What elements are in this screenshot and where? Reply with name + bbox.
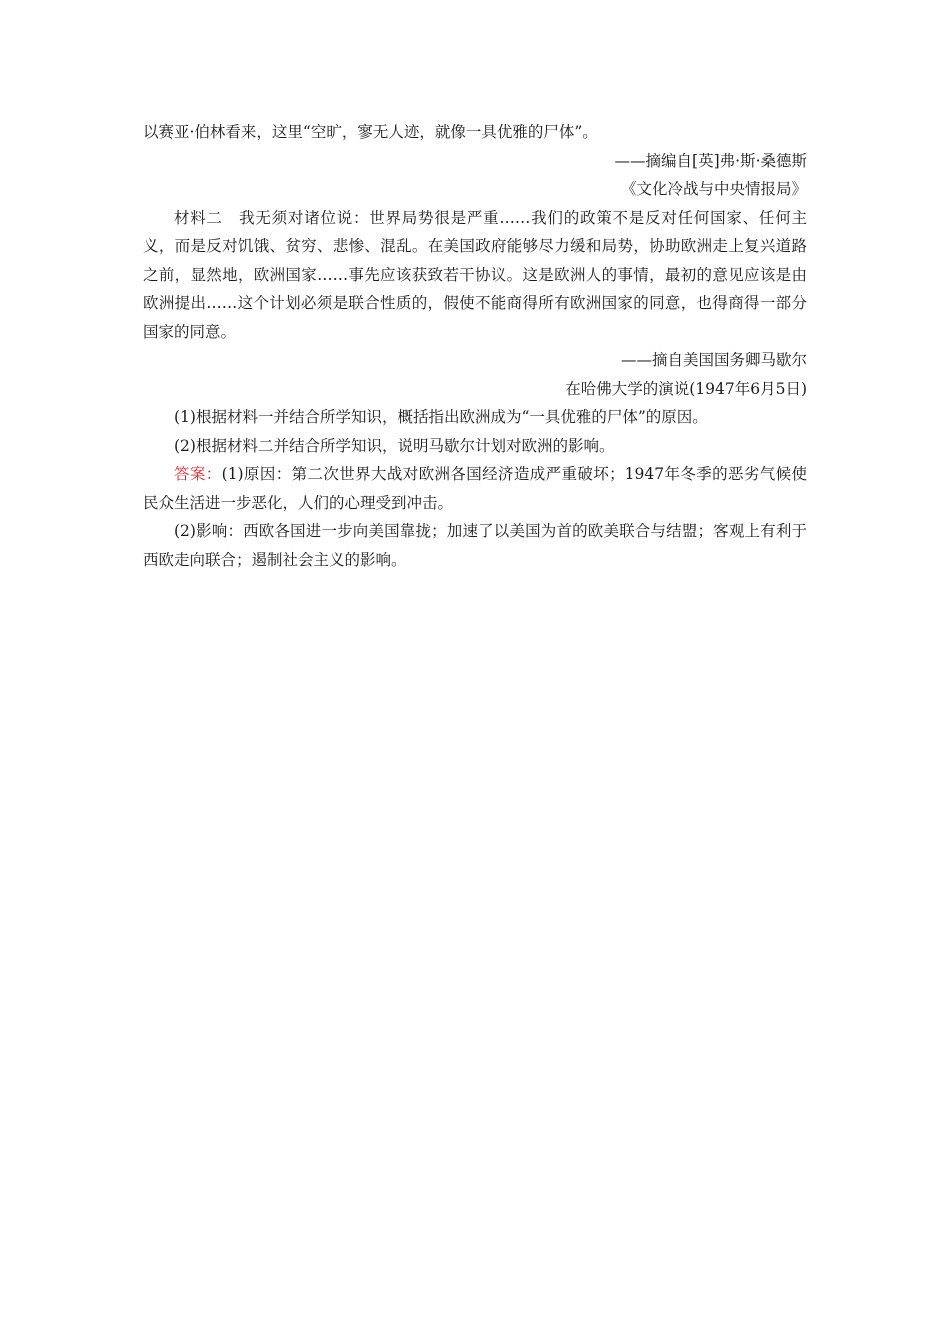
material-two-source-event: 在哈佛大学的演说(1947年6月5日) — [565, 379, 807, 398]
material-one-source-book: 《文化冷战与中央情报局》 — [620, 180, 807, 198]
document-page — [143, 118, 807, 574]
answer-two: (2)影响：西欧各国进一步向美国靠拢；加速了以美国为首的欧美联合与结盟；客观上有利于西欧走向联合；遏制社会主义的影响。 — [143, 522, 807, 569]
material-two-source-author: ——摘自美国国务卿马歇尔 — [620, 351, 807, 369]
material-two-label: 材料二 — [174, 208, 223, 227]
answer-label: 答案： — [174, 465, 222, 483]
material-one-tail: 以赛亚·伯林看来，这里“空旷，寥无人迹，就像一具优雅的尸体”。 — [143, 123, 598, 141]
question-one: (1)根据材料一并结合所学知识，概括指出欧洲成为“一具优雅的尸体”的原因。 — [174, 408, 708, 426]
material-two-paragraph — [143, 204, 807, 347]
answer-one: (1)原因：第二次世界大战对欧洲各国经济造成严重破坏；1947年冬季的恶劣气候使民众生活进一步恶化，人们的心理受到冲击。 — [143, 465, 807, 512]
material-two-text: 我无须对诸位说：世界局势很是严重……我们的政策不是反对任何国家、任何主义，而是反对饥饿、贫穷、悲惨、混乱。在美国政府能够尽力缓和局势，协助欧洲走上复兴道路之前，显然地，欧洲国家……事先应该获致若干协议。这是欧洲人的事情，最初的意见应该是由欧洲提出……这个计划必须是联合性质的，假使不能商得所有欧洲国家的同意，也得商得一部分国家的同意。 — [143, 208, 807, 341]
answer-one-paragraph — [143, 460, 807, 517]
question-two: (2)根据材料二并结合所学知识，说明马歇尔计划对欧洲的影响。 — [174, 436, 615, 455]
material-one-source-author: ——摘编自[英]弗·斯·桑德斯 — [614, 151, 807, 170]
